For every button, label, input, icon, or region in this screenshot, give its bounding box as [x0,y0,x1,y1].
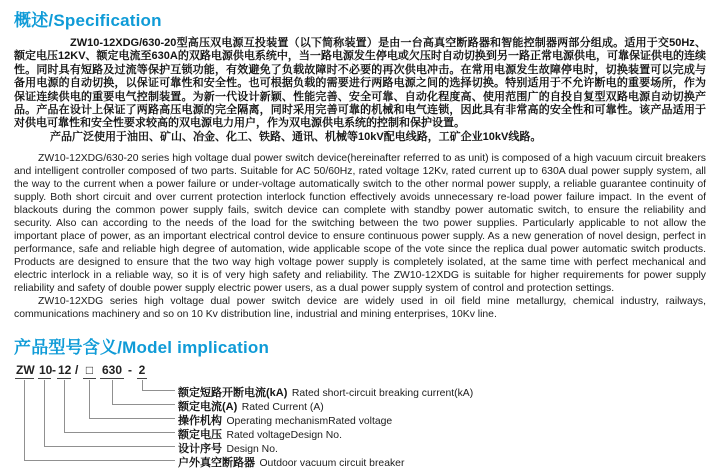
model-label-en: Rated voltageDesign No. [226,430,342,442]
model-code-design-no: 10 [39,363,53,378]
spec-en-paragraph-2: ZW10-12XDG series high voltage dual power switch device are widely used in oil field mine metallurgy, chemical industry, railways, communications machinery and so on 10 Kv distribution line, industrial and mining enterprises, 10Kv line. [14,296,706,321]
model-label-row-rated-current [178,399,324,414]
model-label-en: Rated short-circuit breaking current(kA) [291,388,474,400]
model-label-row-breaking-current [178,385,473,400]
model-code-slash: / [75,363,79,378]
model-code-prefix: ZW [16,363,35,378]
model-label-row-mechanism [178,413,392,428]
model-label-zh: 额定电压 [178,429,222,442]
connector-line-breaker [24,380,175,461]
model-label-zh: 户外真空断路器 [178,457,255,470]
model-code-dash-2: - [128,363,132,378]
model-code-mechanism-box: □ [83,364,96,379]
model-label-zh: 操作机构 [178,415,222,428]
spec-section-heading: 概述/Specification [14,11,162,30]
spec-zh-paragraph-2: 产品广泛使用于油田、矿山、冶金、化工、铁路、通讯、机械等10kV配电线路，工矿企业10kV线路。 [50,130,542,143]
spec-en-paragraph-1: ZW10-12XDG/630-20 series high voltage dual power switch device(hereinafter referred to as unit) is composed of a high vacuum circuit breakers and intelligent controller composed of two parts. Suitable for AC 50/60Hz, rated voltage 12Kv, rated current up to 630A dual power supply system, all the way to the current when a power failure or under-voltage automatically switch to the other normal power supply, a reliable guarantee continuity of supply. Both short circuit and over current protection interlock function effectively avoids unnecessary re-load power failure impact. In the event of blackouts during the common power supply fails, switch device can complete with standby power automatic switch, to ensure the reliability and security. Also can according to the needs of the load for the switching between the two power supplies. Particularly applicable to not allow the important place of power, as an important electrical control device to ensure continuous power supply. As a new generation of novel design, perfect in performance, safe and reliable high degree of automation, wide applicable scope of the vote since the replica dual power automatic switch products. Products are designed to ensure that the two way high voltage power supply is completely isolated, at the same time with perfect mechanical and electric interlock in a reliable way, so it is of very high safety and reliability. The ZW10-12XDG is suitable for higher requirements for power supply reliability and safety of double power supply electric power users, as a dual power supply system of control and protection settings. [14,153,706,295]
model-label-en: Outdoor vacuum circuit breaker [259,458,405,470]
model-code-dash-1: - [52,363,56,378]
model-code-rated-current: 630 [101,363,123,378]
model-label-row-rated-voltage [178,427,342,442]
model-label-row-design-no [178,441,278,456]
model-label-en: Rated Current (A) [241,402,324,414]
model-label-zh: 额定短路开断电流(kA) [178,387,288,400]
model-label-zh: 额定电流(A) [178,401,238,414]
model-implication-diagram [14,364,706,475]
model-code-rated-voltage: 12 [58,363,72,378]
model-code-breaking-current: 2 [138,363,146,378]
model-label-en: Design No. [226,444,278,456]
spec-zh-paragraph-1: ZW10-12XDG/630-20型高压双电源互投装置（以下简称装置）是由一台高真空断路器和智能控制器两部分组成。适用于交50Hz、额定电压12KV、额定电流至630A的双路电源供电系统中，当一路电源发生停电或欠压时自动切换到另一路正常电源供电，可靠保证供电的连续性。同时具有短路及过流等保护互锁功能，有效避免了负载故障时不必要的再次供电冲击。在常用电源发生故障停电时，切换装置可以完成与备用电源的自动切换，以保证可靠性和安全性。也可根据负载的需要进行两路电源之间的选择切换。特别适用于不允许断电的重要场所，作为保证连续供电的重要电气控制装置。为新一代设计新颖、性能完善、安全可靠、自动化程度高、使用范围广的自投自复型双路电源自动切换产品。产品在设计上保证了两路高压电源的完全隔离，同时采用完善可靠的机械和电气连锁，因此具有非常高的安全性和可靠性。该产品适用于对供电可靠性和安全性要求较高的双电源电力用户，作为双电源供电系统的控制和保护设置。 [14,37,706,130]
model-label-row-breaker [178,455,404,470]
model-section-heading: 产品型号含义/Model implication [14,338,270,358]
model-label-en: Operating mechanismRated voltage [226,416,393,428]
model-label-zh: 设计序号 [178,443,222,456]
